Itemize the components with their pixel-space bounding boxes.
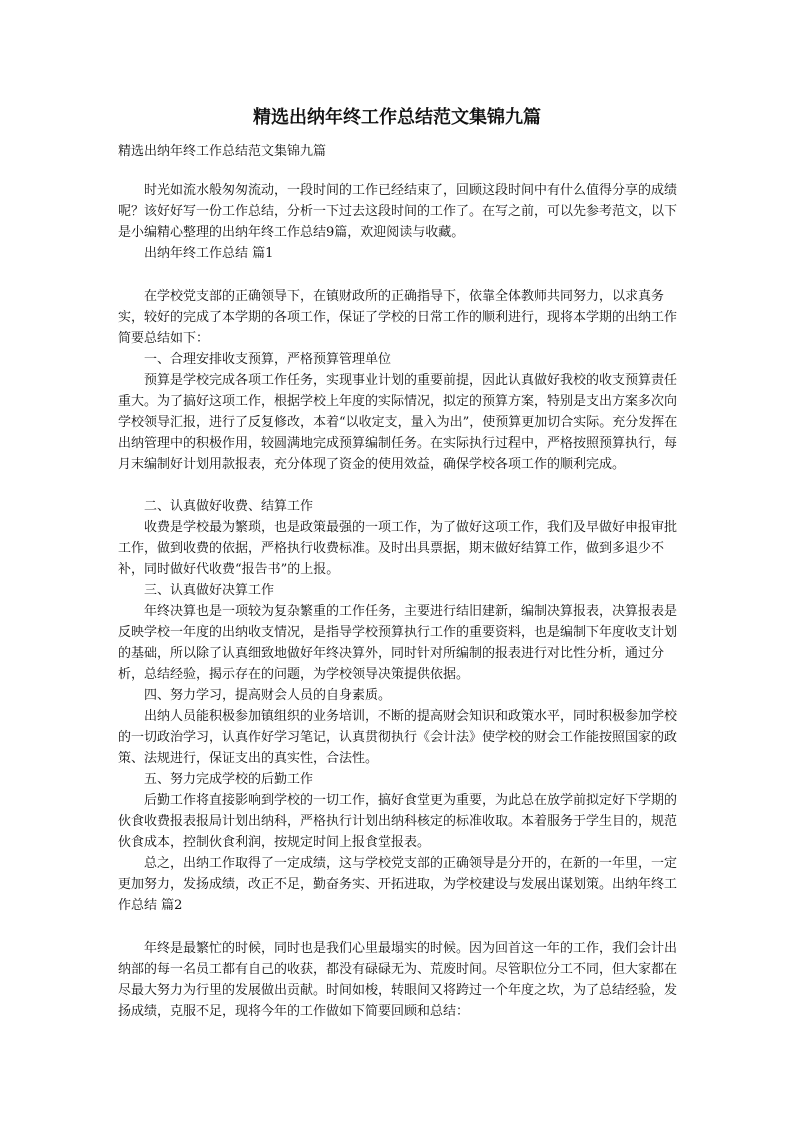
section-1-subheading-4: 四、努力学习，提高财会人员的自身素质。 <box>144 688 392 703</box>
section-1-subheading-3: 三、认真做好决算工作 <box>144 583 275 598</box>
section-1-paragraph-7: 总之，出纳工作取得了一定成绩，这与学校党支部的正确领导是分开的，在新的一年里，一定更加努力，发扬成绩，改正不足，勤奋务实、开拓进取，为学校建设与发展出谋划策。出纳年终工作总结 篇2 <box>118 856 678 913</box>
section-1-subheading-1: 一、合理安排收支预算，严格预算管理单位 <box>144 352 392 367</box>
intro-paragraph: 时光如流水般匆匆流动，一段时间的工作已经结束了，回顾这段时间中有什么值得分享的成绩呢？该好好写一份工作总结，分析一下过去这段时间的工作了。在写之前，可以先参考范文，以下是小编精心整理的出纳年终工作总结9篇，欢迎阅读与收藏。 <box>118 183 678 240</box>
section-1-subheading-5: 五、努力完成学校的后勤工作 <box>144 772 314 787</box>
section-1-paragraph-6: 后勤工作将直接影响到学校的一切工作，搞好食堂更为重要，为此总在放学前拟定好下学期的伙食收费报表报局计划出纳科，严格执行计划出纳科核定的标准收取。本着服务于学生目的，规范伙食成本，控制伙食利润，按规定时间上报食堂报表。 <box>118 793 678 850</box>
section-1-heading: 出纳年终工作总结 篇1 <box>144 246 274 261</box>
section-1-paragraph-4: 年终决算也是一项较为复杂繁重的工作任务，主要进行结旧建新，编制决算报表，决算报表是反映学校一年度的出纳收支情况，是指导学校预算执行工作的重要资料，也是编制下年度收支计划的基础，所以除了认真细致地做好年终决算外，同时针对所编制的报表进行对比性分析，通过分析，总结经验，揭示存在的问题，为学校领导决策提供依据。 <box>118 604 678 682</box>
document-title: 精选出纳年终工作总结范文集锦九篇 <box>253 107 541 128</box>
section-1-paragraph-5: 出纳人员能积极参加镇组织的业务培训，不断的提高财会知识和政策水平，同时积极参加学校的一切政治学习，认真作好学习笔记，认真贯彻执行《会计法》使学校的财会工作能按照国家的政策、法规进行，保证支出的真实性，合法性。 <box>118 709 678 766</box>
section-1-subheading-2: 二、认真做好收费、结算工作 <box>144 499 314 514</box>
section-1-paragraph-2: 预算是学校完成各项工作任务，实现事业计划的重要前提，因此认真做好我校的收支预算责任重大。为了搞好这项工作，根据学校上年度的实际情况，拟定的预算方案，特别是支出方案多次向学校领导汇报，进行了反复修改，本着“以收定支，量入为出”，使预算更加切合实际。充分发挥在出纳管理中的积极作用，较圆满地完成预算编制任务。在实际执行过程中，严格按照预算执行，每月末编制好计划用款报表，充分体现了资金的使用效益，确保学校各项工作的顺利完成。 <box>118 373 678 472</box>
section-1-paragraph-1: 在学校党支部的正确领导下，在镇财政所的正确指导下，依靠全体教师共同努力，以求真务实，较好的完成了本学期的各项工作，保证了学校的日常工作的顺利进行，现将本学期的出纳工作简要总结如下： <box>118 289 678 346</box>
document-subtitle: 精选出纳年终工作总结范文集锦九篇 <box>118 144 327 159</box>
section-1-paragraph-3: 收费是学校最为繁琐，也是政策最强的一项工作，为了做好这项工作，我们及早做好申报审批工作，做到收费的依据，严格执行收费标准。及时出具票据，期末做好结算工作，做到多退少不补，同时做好代收费“报告书”的上报。 <box>118 520 678 577</box>
section-2-paragraph-1: 年终是最繁忙的时候，同时也是我们心里最塌实的时候。因为回首这一年的工作，我们会计出纳部的每一名员工都有自己的收获，都没有碌碌无为、荒废时间。尽管职位分工不同，但大家都在尽最大努力为行里的发展做出贡献。时间如梭，转眼间又将跨过一个年度之坎，为了总结经验，发扬成绩，克服不足，现将今年的工作做如下简要回顾和总结： <box>118 941 678 1019</box>
